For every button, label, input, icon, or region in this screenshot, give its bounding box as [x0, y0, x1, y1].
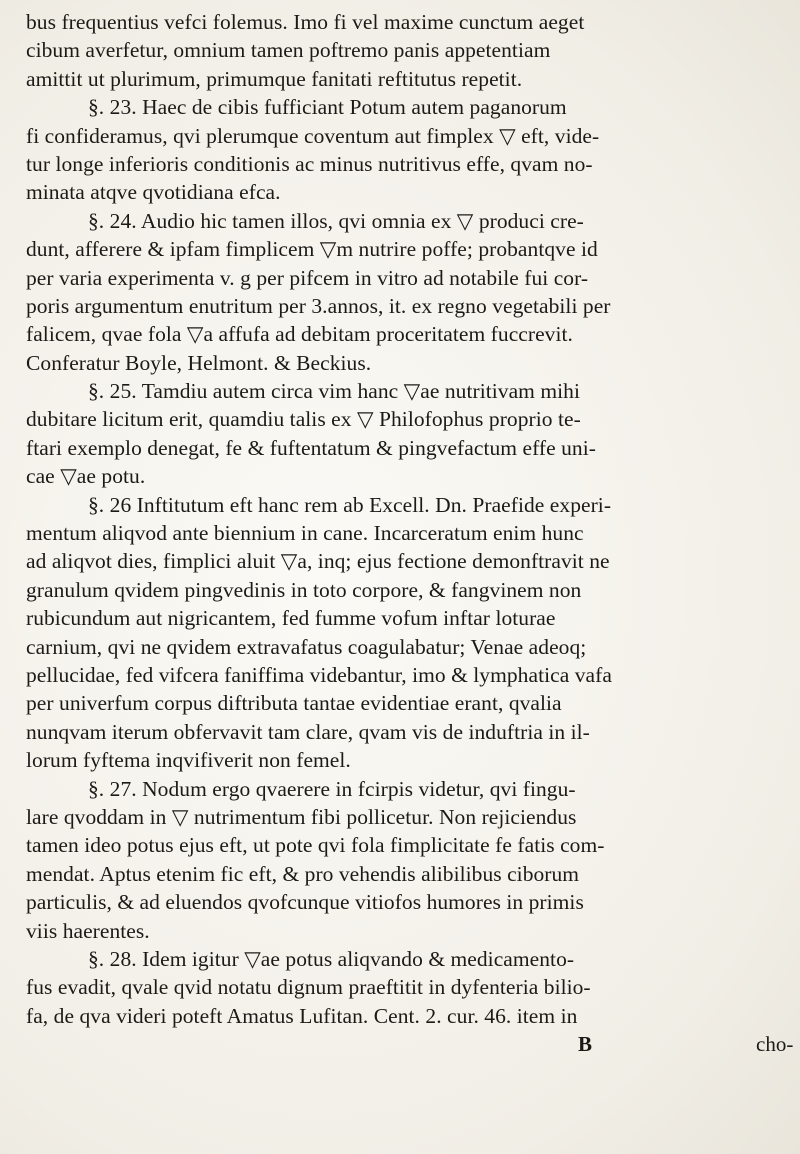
page-footer — [26, 1030, 794, 1058]
text-line: §. 24. Audio hic tamen illos, qvi omnia ex ▽ produci cre- — [88, 208, 584, 233]
text-line: particulis, & ad eluendos qvofcunque vitiofos humores in primis — [26, 890, 584, 915]
text-line: cae ▽ae potu. — [26, 464, 146, 489]
paragraph-27 — [26, 775, 766, 945]
text-line: pellucidae, fed vifcera faniffima videbantur, imo & lymphatica vafa — [26, 662, 612, 687]
text-line: carnium, qvi ne qvidem extravafatus coagulabatur; Venae adeoq; — [26, 634, 587, 659]
text-line: dubitare licitum erit, quamdiu talis ex ▽ Philofophus proprio te- — [26, 407, 581, 432]
text-line: fus evadit, qvale qvid notatu dignum praeftitit in dyfenteria bilio- — [26, 975, 591, 1000]
text-line: §. 23. Haec de cibis fufficiant Potum autem paganorum — [88, 95, 567, 120]
catchword: cho- — [756, 1032, 794, 1057]
paragraph-26 — [26, 491, 766, 775]
text-line: mentum aliqvod ante biennium in cane. Incarceratum enim hunc — [26, 521, 584, 546]
text-line: bus frequentius vefci folemus. Imo fi vel maxime cunctum aeget — [26, 10, 585, 34]
text-body — [26, 8, 794, 1058]
paragraph-intro — [26, 8, 766, 93]
text-line: nunqvam iterum obfervavit tam clare, qvam vis de induftria in il- — [26, 719, 590, 744]
text-line: rubicundum aut nigricantem, fed fumme vofum inftar loturae — [26, 606, 556, 631]
text-line: ad aliqvot dies, fimplici aluit ▽a, inq; ejus fectione demonftravit ne — [26, 549, 610, 574]
text-line: tamen ideo potus ejus eft, ut pote qvi fola fimplicitate fe fatis com- — [26, 833, 605, 858]
text-line: lorum fyftema inqvifiverit non femel. — [26, 748, 351, 773]
text-line: §. 26 Inftitutum eft hanc rem ab Excell. Dn. Praefide experi- — [88, 492, 612, 517]
text-line: amittit ut plurimum, primumque fanitati reftitutus repetit. — [26, 66, 523, 91]
text-line: viis haerentes. — [26, 918, 150, 943]
text-line: minata atqve qvotidiana efca. — [26, 180, 281, 205]
paragraph-23 — [26, 93, 766, 207]
signature-mark: B — [578, 1032, 593, 1057]
paragraph-24 — [26, 207, 766, 377]
text-line: fi confideramus, qvi plerumque coventum aut fimplex ▽ eft, vide- — [26, 123, 600, 148]
paragraph-28 — [26, 945, 766, 1030]
text-line: mendat. Aptus etenim fic eft, & pro vehendis alibilibus ciborum — [26, 861, 580, 886]
text-line: §. 27. Nodum ergo qvaerere in fcirpis videtur, qvi fingu- — [88, 776, 576, 801]
text-line: §. 28. Idem igitur ▽ae potus aliqvando & medicamento- — [88, 946, 575, 971]
text-line: granulum qvidem pingvedinis in toto corpore, & fangvinem non — [26, 577, 582, 602]
text-line: lare qvoddam in ▽ nutrimentum fibi pollicetur. Non rejiciendus — [26, 804, 577, 829]
text-line: Conferatur Boyle, Helmont. & Beckius. — [26, 350, 372, 375]
text-line: falicem, qvae fola ▽a affufa ad debitam proceritatem fuccrevit. — [26, 322, 573, 347]
text-line: dunt, afferere & ipfam fimplicem ▽m nutrire poffe; probantqve id — [26, 237, 598, 262]
text-line: per varia experimenta v. g per pifcem in vitro ad notabile fui cor- — [26, 265, 589, 290]
text-line: poris argumentum enutritum per 3.annos, it. ex regno vegetabili per — [26, 293, 611, 318]
text-line: fa, de qva videri poteft Amatus Lufitan. Cent. 2. cur. 46. item in — [26, 1003, 578, 1028]
text-line: §. 25. Tamdiu autem circa vim hanc ▽ae nutritivam mihi — [88, 379, 580, 404]
text-line: ftari exemplo denegat, fe & fuftentatum & pingvefactum effe uni- — [26, 435, 596, 460]
text-line: per univerfum corpus diftributa tantae evidentiae erant, qvalia — [26, 691, 562, 716]
text-line: tur longe inferioris conditionis ac minus nutritivus effe, qvam no- — [26, 151, 593, 176]
paragraph-25 — [26, 377, 766, 491]
text-line: cibum averfetur, omnium tamen poftremo panis appetentiam — [26, 38, 551, 63]
